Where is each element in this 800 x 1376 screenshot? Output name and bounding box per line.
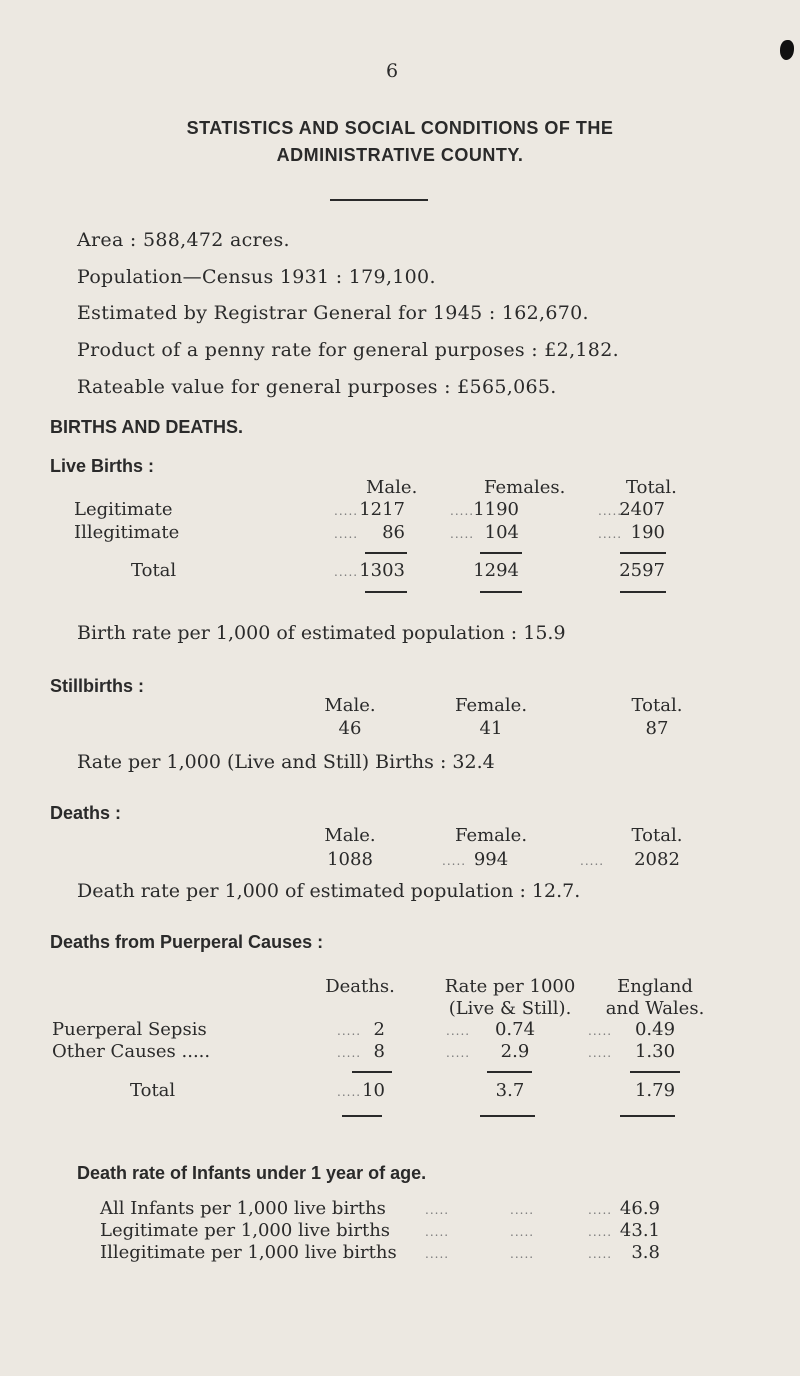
estimated-population-line: Estimated by Registrar General for 1945 : 162,670. <box>77 302 589 324</box>
leader-dots: ..... <box>442 854 467 868</box>
puerperal-sepsis-rate: 0.74 <box>494 1019 536 1040</box>
leader-dots: ..... <box>446 1024 471 1038</box>
live-births-total-females: 1294 <box>473 560 519 581</box>
ink-blot <box>780 40 794 60</box>
leader-dots: ..... <box>334 504 359 518</box>
leader-dots: ..... <box>510 1225 535 1239</box>
stillbirths-rate-line: Rate per 1,000 (Live and Still) Births : 32.4 <box>77 751 495 773</box>
birth-rate-line: Birth rate per 1,000 of estimated population : 15.9 <box>77 622 566 644</box>
infants-illegitimate-label: Illegitimate per 1,000 live births <box>100 1242 397 1263</box>
puerperal-col-england-line2: and Wales. <box>605 998 705 1019</box>
leader-dots: ..... <box>510 1247 535 1261</box>
deaths-heading: Deaths : <box>50 803 122 823</box>
puerperal-col-england-line1: England <box>617 976 693 997</box>
deaths-col-female: Female. <box>454 825 528 846</box>
sum-rule <box>480 591 522 593</box>
sum-rule <box>365 552 407 554</box>
puerperal-total-deaths: 10 <box>362 1080 385 1101</box>
deaths-total: 2082 <box>634 849 680 870</box>
live-births-total-male: 1303 <box>359 560 405 581</box>
sum-rule <box>630 1071 680 1073</box>
sum-rule <box>480 552 522 554</box>
live-births-illegitimate-females: 104 <box>484 522 519 543</box>
live-births-legitimate-male: 1217 <box>359 499 405 520</box>
leader-dots: ..... <box>588 1247 613 1261</box>
leader-dots: ..... <box>337 1024 362 1038</box>
leader-dots: ..... <box>425 1203 450 1217</box>
sum-rule <box>352 1071 392 1073</box>
live-births-col-females: Females. <box>484 477 566 498</box>
puerperal-sepsis-label: Puerperal Sepsis <box>52 1019 207 1040</box>
puerperal-total-label: Total <box>130 1080 176 1101</box>
page-number: 6 <box>386 60 399 82</box>
live-births-illegitimate-label: Illegitimate <box>74 522 180 543</box>
leader-dots: ..... <box>598 527 623 541</box>
puerperal-sepsis-deaths: 2 <box>373 1019 385 1040</box>
other-causes-ew: 1.30 <box>634 1041 676 1062</box>
sum-rule <box>620 552 666 554</box>
stillbirths-total: 87 <box>645 718 669 739</box>
leader-dots: ..... <box>510 1203 535 1217</box>
puerperal-col-rate-line2: (Live & Still). <box>448 998 572 1019</box>
rateable-value-line: Rateable value for general purposes : £565,065. <box>77 376 557 398</box>
live-births-col-male: Male. <box>366 477 418 498</box>
leader-dots: ..... <box>337 1046 362 1060</box>
leader-dots: ..... <box>425 1247 450 1261</box>
infants-legitimate-label: Legitimate per 1,000 live births <box>100 1220 391 1241</box>
leader-dots: ..... <box>598 504 623 518</box>
leader-dots: ..... <box>334 565 359 579</box>
other-causes-deaths: 8 <box>373 1041 385 1062</box>
live-births-total-total: 2597 <box>619 560 665 581</box>
death-rate-line: Death rate per 1,000 of estimated population : 12.7. <box>77 880 581 902</box>
stillbirths-col-male: Male. <box>324 695 376 716</box>
live-births-total-label: Total <box>131 560 177 581</box>
infants-legitimate-value: 43.1 <box>619 1220 660 1241</box>
births-deaths-heading: BIRTHS AND DEATHS. <box>50 417 243 437</box>
leader-dots: ..... <box>580 854 605 868</box>
deaths-male: 1088 <box>327 849 373 870</box>
page-title-line1: STATISTICS AND SOCIAL CONDITIONS OF THE <box>186 118 614 138</box>
leader-dots: ..... <box>446 1046 471 1060</box>
sum-rule <box>480 1115 535 1117</box>
sum-rule <box>620 1115 675 1117</box>
deaths-female: 994 <box>473 849 509 870</box>
puerperal-sepsis-ew: 0.49 <box>634 1019 676 1040</box>
live-births-heading: Live Births : <box>50 456 155 476</box>
puerperal-heading: Deaths from Puerperal Causes : <box>50 932 324 952</box>
other-causes-label: Other Causes ..... <box>52 1041 211 1062</box>
live-births-legitimate-label: Legitimate <box>74 499 173 520</box>
sum-rule <box>620 591 666 593</box>
penny-rate-line: Product of a penny rate for general purposes : £2,182. <box>77 339 619 361</box>
deaths-col-total: Total. <box>631 825 683 846</box>
live-births-legitimate-total: 2407 <box>619 499 665 520</box>
leader-dots: ..... <box>588 1024 613 1038</box>
leader-dots: ..... <box>425 1225 450 1239</box>
area-line: Area : 588,472 acres. <box>77 229 290 251</box>
infants-heading: Death rate of Infants under 1 year of age. <box>77 1163 427 1183</box>
population-line: Population—Census 1931 : 179,100. <box>77 266 436 288</box>
stillbirths-col-total: Total. <box>631 695 683 716</box>
sum-rule <box>365 591 407 593</box>
stillbirths-heading: Stillbirths : <box>50 676 144 696</box>
puerperal-total-ew: 1.79 <box>634 1080 676 1101</box>
deaths-col-male: Male. <box>324 825 376 846</box>
leader-dots: ..... <box>450 527 475 541</box>
puerperal-total-rate: 3.7 <box>495 1080 525 1101</box>
leader-dots: ..... <box>337 1085 362 1099</box>
sum-rule <box>487 1071 532 1073</box>
page-title-line2: ADMINISTRATIVE COUNTY. <box>276 145 524 165</box>
puerperal-col-rate-line1: Rate per 1000 <box>444 976 576 997</box>
live-births-illegitimate-total: 190 <box>630 522 665 543</box>
leader-dots: ..... <box>588 1203 613 1217</box>
other-causes-rate: 2.9 <box>500 1041 530 1062</box>
infants-all-label: All Infants per 1,000 live births <box>100 1198 386 1219</box>
stillbirths-male: 46 <box>338 718 362 739</box>
leader-dots: ..... <box>450 504 475 518</box>
live-births-col-total: Total. <box>626 477 677 498</box>
stillbirths-female: 41 <box>479 718 503 739</box>
sum-rule <box>342 1115 382 1117</box>
leader-dots: ..... <box>588 1225 613 1239</box>
puerperal-col-deaths: Deaths. <box>325 976 395 997</box>
infants-illegitimate-value: 3.8 <box>631 1242 660 1263</box>
infants-all-value: 46.9 <box>619 1198 660 1219</box>
leader-dots: ..... <box>334 527 359 541</box>
live-births-legitimate-females: 1190 <box>473 499 519 520</box>
title-rule <box>330 199 428 201</box>
live-births-illegitimate-male: 86 <box>382 522 405 543</box>
stillbirths-col-female: Female. <box>454 695 528 716</box>
leader-dots: ..... <box>588 1046 613 1060</box>
